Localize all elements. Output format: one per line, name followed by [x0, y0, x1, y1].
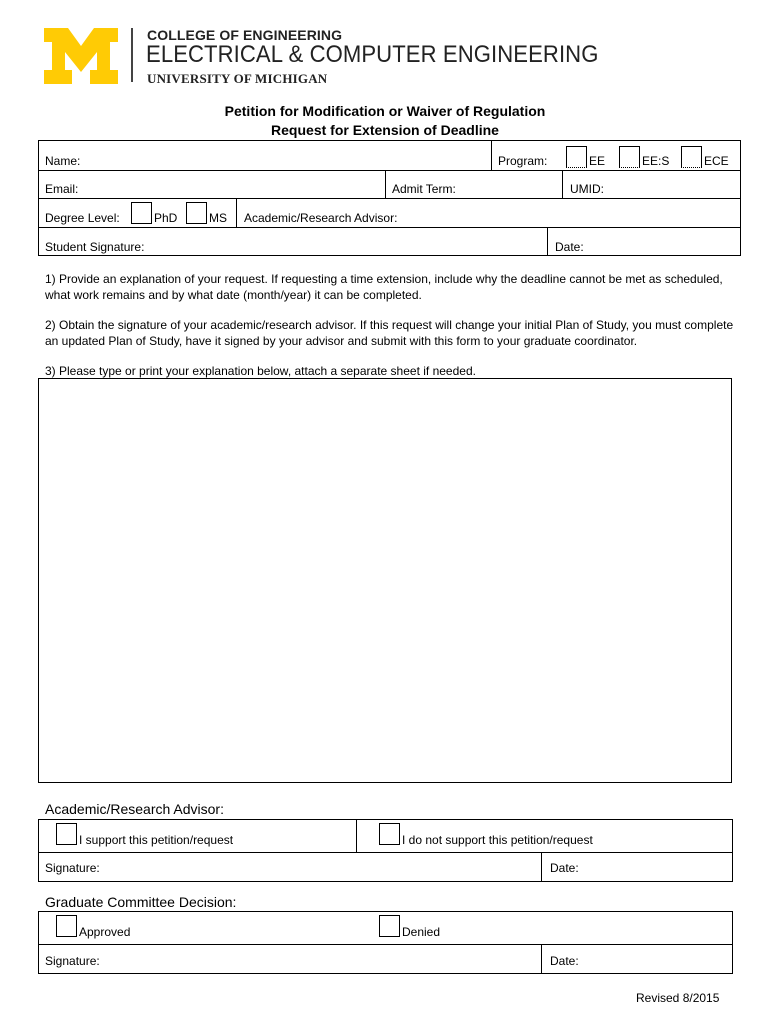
university-m-logo: [44, 28, 118, 84]
advisor-field[interactable]: [410, 200, 735, 225]
admit-term-label: Admit Term:: [392, 182, 456, 196]
committee-approved-label: Approved: [79, 925, 131, 939]
form-title: Petition for Modification or Waiver of Regulation: [224, 103, 546, 119]
department-name: ELECTRICAL & COMPUTER ENGINEERING: [146, 41, 599, 68]
name-label: Name:: [45, 154, 81, 168]
student-date-field[interactable]: [592, 229, 735, 254]
student-signature-field[interactable]: [155, 229, 540, 254]
program-ees-label: EE:S: [642, 154, 670, 168]
advisor-signature-field[interactable]: [110, 854, 535, 880]
logo-divider: [131, 28, 133, 82]
committee-signature-field[interactable]: [110, 946, 535, 972]
committee-approved-checkbox[interactable]: [56, 915, 77, 937]
advisor-not-support-checkbox[interactable]: [379, 823, 400, 845]
advisor-date-field[interactable]: [585, 854, 730, 880]
degree-phd-checkbox[interactable]: [131, 202, 152, 224]
name-field[interactable]: [110, 142, 490, 168]
advisor-label: Academic/Research Advisor:: [244, 211, 398, 225]
advisor-date-label: Date:: [550, 861, 579, 875]
email-field[interactable]: [100, 172, 380, 196]
degree-level-label: Degree Level:: [45, 211, 120, 225]
program-ece-checkbox[interactable]: [681, 146, 702, 168]
degree-phd-label: PhD: [154, 211, 178, 225]
admit-term-field[interactable]: [465, 172, 560, 196]
advisor-support-label: I support this petition/request: [79, 833, 234, 847]
degree-ms-checkbox[interactable]: [186, 202, 207, 224]
program-ees-checkbox[interactable]: [619, 146, 640, 168]
student-signature-label: Student Signature:: [45, 240, 145, 254]
instruction-step-3: 3) Please type or print your explanation below, attach a separate sheet if needed.: [45, 364, 476, 378]
instruction-step-2: 2) Obtain the signature of your academic/research advisor. If this request will change your initial Plan of Study, you must complete an updated Plan of Study, have it signed by your advisor and submit with this form to your graduate coordinator.: [45, 318, 734, 348]
form-subtitle: Request for Extension of Deadline: [271, 122, 499, 138]
program-label: Program:: [498, 154, 548, 168]
advisor-section-heading: Academic/Research Advisor:: [45, 801, 224, 817]
committee-date-field[interactable]: [585, 946, 730, 972]
university-name: UNIVERSITY OF MICHIGAN: [147, 71, 328, 86]
umid-label: UMID:: [570, 182, 604, 196]
umid-field[interactable]: [615, 172, 735, 196]
explanation-textarea[interactable]: [38, 378, 732, 783]
student-date-label: Date:: [555, 240, 584, 254]
program-ee-label: EE: [589, 154, 606, 168]
advisor-signature-label: Signature:: [45, 861, 100, 875]
degree-ms-label: MS: [209, 211, 227, 225]
email-label: Email:: [45, 182, 79, 196]
advisor-support-checkbox[interactable]: [56, 823, 77, 845]
committee-denied-checkbox[interactable]: [379, 915, 400, 937]
revision-date: Revised 8/2015: [636, 991, 720, 1005]
advisor-not-support-label: I do not support this petition/request: [402, 833, 593, 847]
instruction-step-1: 1) Provide an explanation of your request. If requesting a time extension, include why the deadline cannot be met as scheduled, what work remains and by what date (month/year) it can be completed.: [45, 272, 723, 302]
committee-signature-label: Signature:: [45, 954, 100, 968]
program-ee-checkbox[interactable]: [566, 146, 587, 168]
committee-denied-label: Denied: [402, 925, 441, 939]
program-ece-label: ECE: [704, 154, 729, 168]
committee-section-heading: Graduate Committee Decision:: [45, 894, 237, 910]
committee-date-label: Date:: [550, 954, 579, 968]
college-name: COLLEGE OF ENGINEERING: [147, 27, 343, 43]
